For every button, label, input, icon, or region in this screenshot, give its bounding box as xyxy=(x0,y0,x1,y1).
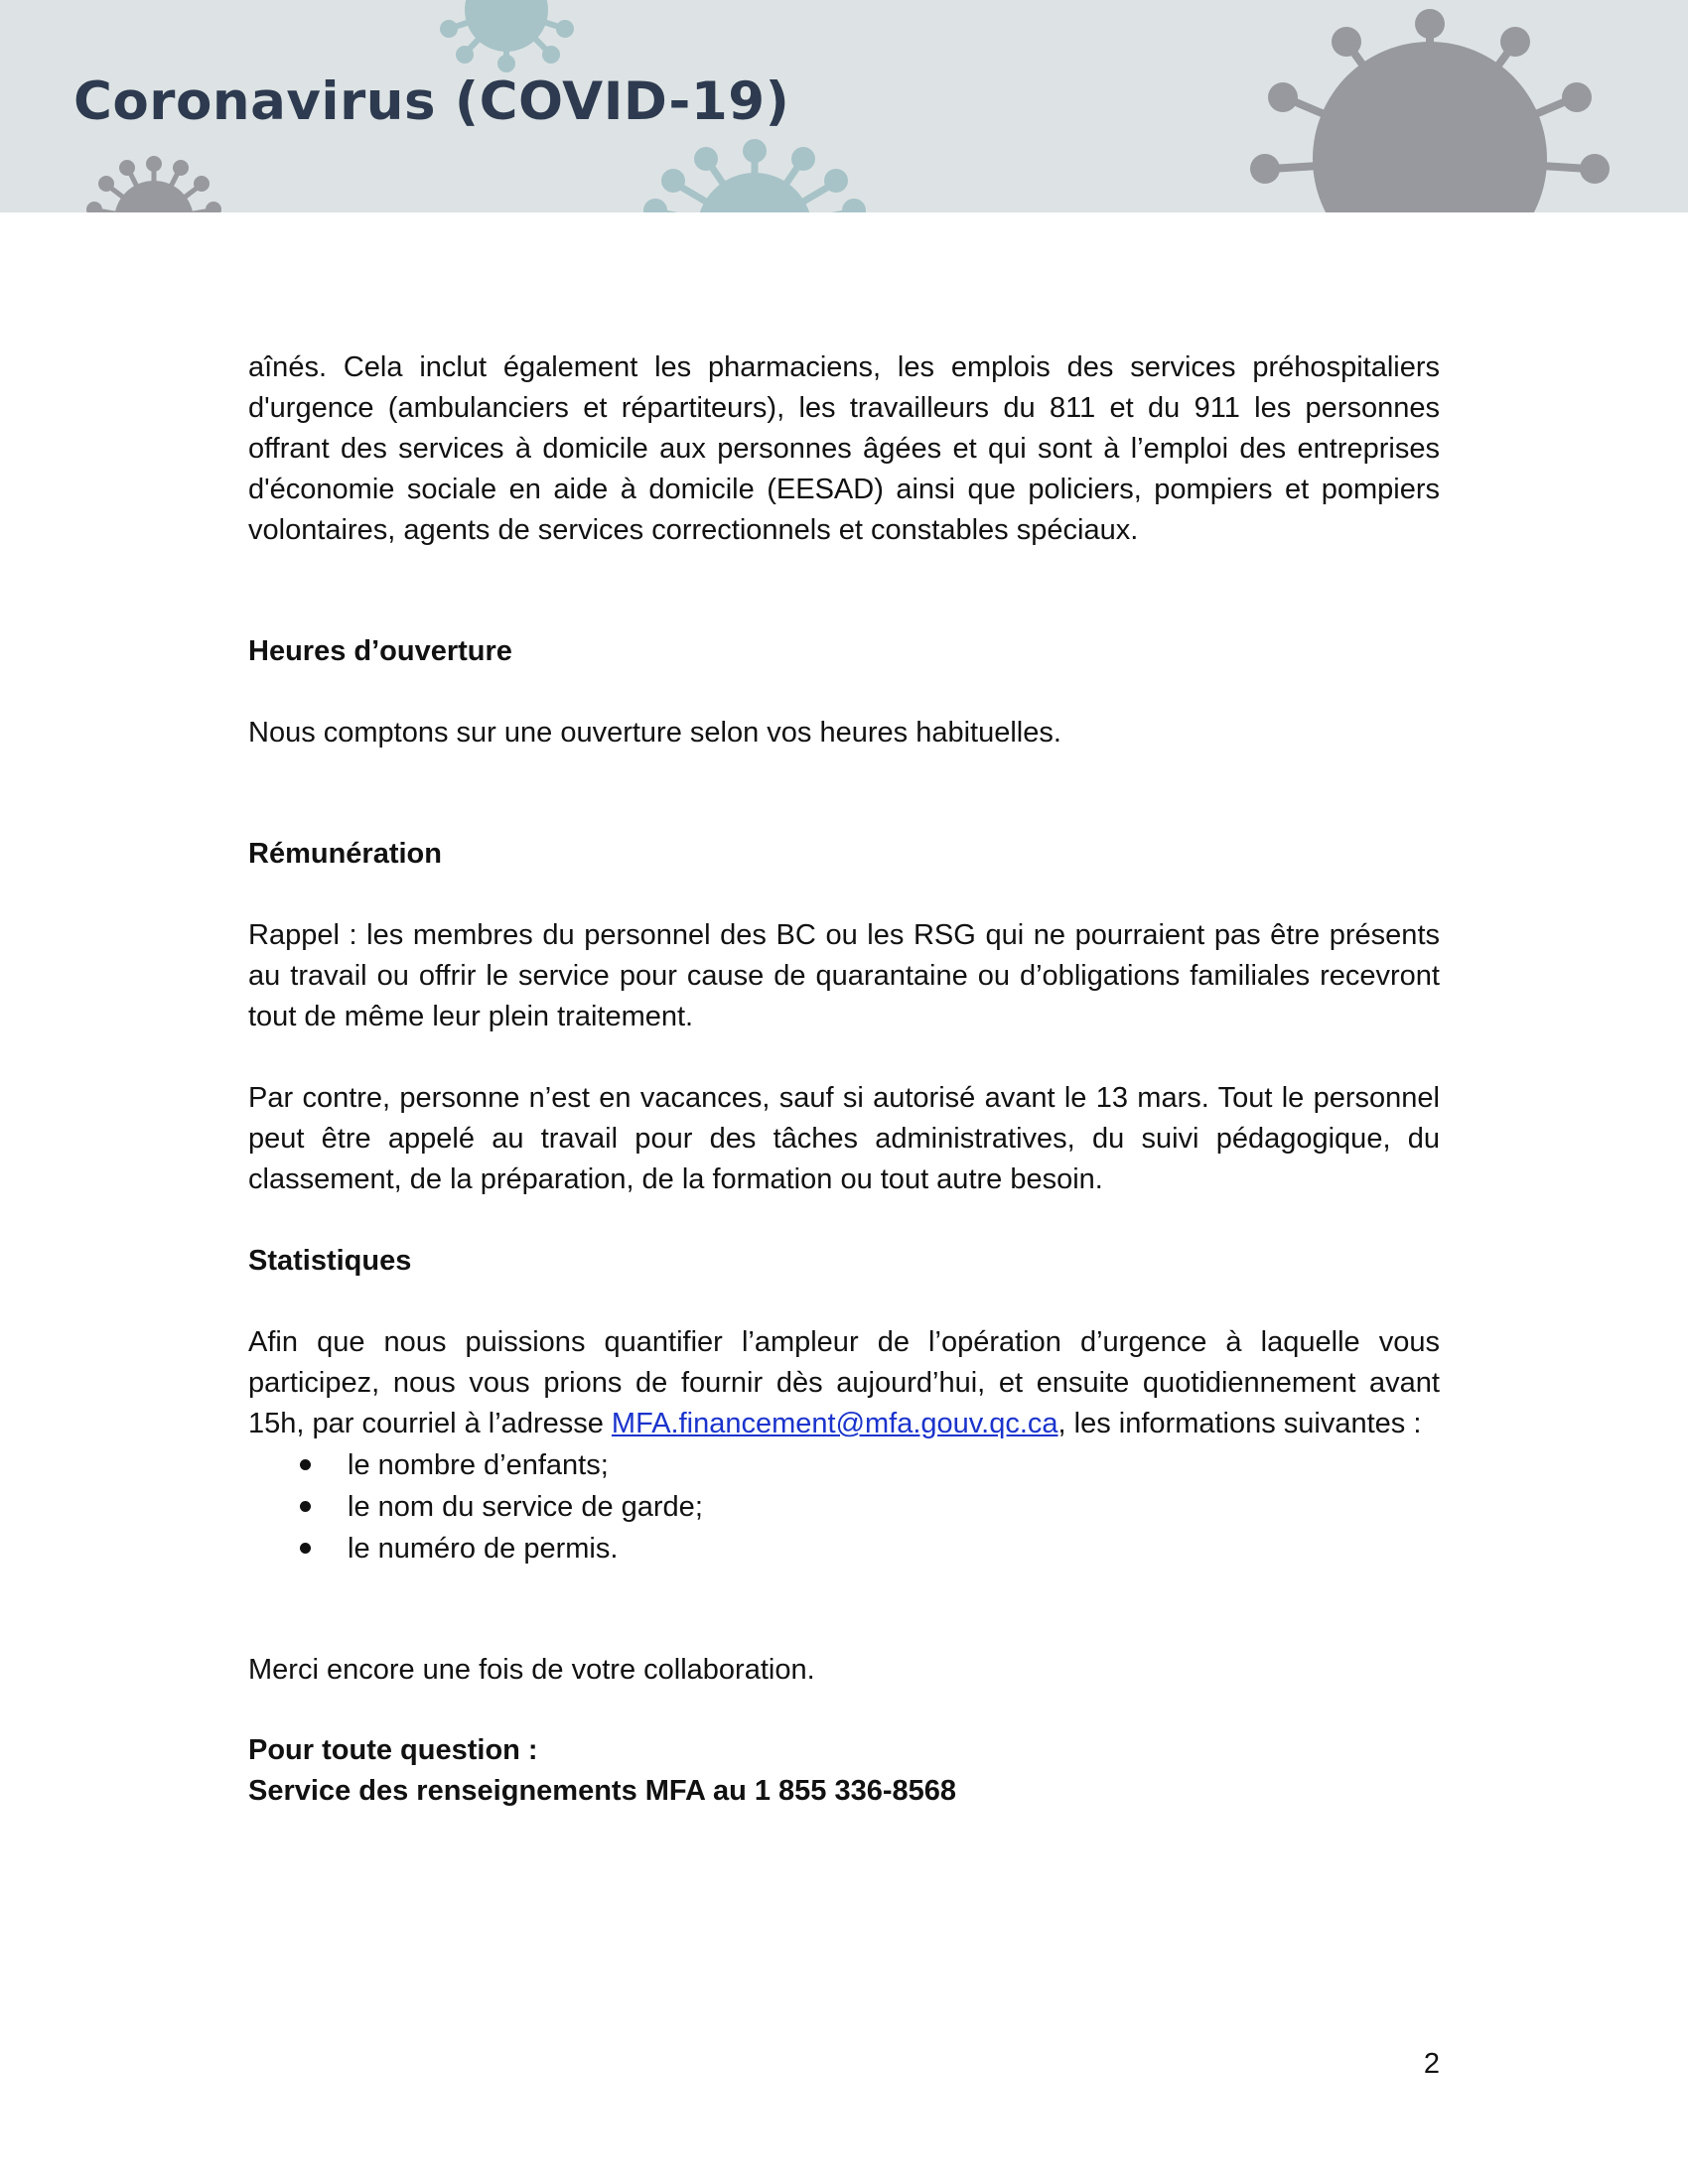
bullet-icon xyxy=(300,1501,311,1512)
stats-text-before: Afin que nous puissions quantifier l’ampleur de l’opération d’urgence à laquelle vous participez, nous vous prions de fournir dès aujourd’hui, et ensuite quotidiennement avant 15h, par courriel à l’adresse xyxy=(248,1326,1440,1439)
list-item-text: le numéro de permis. xyxy=(348,1533,619,1565)
list-item-text: le nombre d’enfants; xyxy=(348,1449,609,1481)
intro-paragraph: aînés. Cela inclut également les pharmaciens, les emplois des services préhospitaliers d'urgence (ambulanciers et répartiteurs), les travailleurs du 811 et du 911 les personnes offrant des services à domicile aux personnes âgées et qui sont à l’emploi des entreprises d'économie sociale en aide à domicile (EESAD) ainsi que policiers, pompiers et pompiers volontaires, agents de services correctionnels et constables spéciaux. xyxy=(248,351,1440,546)
document-title: Coronavirus (COVID-19) xyxy=(73,71,790,132)
stats-list xyxy=(248,1444,1440,1570)
bullet-icon xyxy=(300,1459,311,1470)
hours-paragraph: Nous comptons sur une ouverture selon vos heures habituelles. xyxy=(248,717,1061,749)
page-number: 2 xyxy=(1423,2048,1440,2080)
list-item xyxy=(248,1528,1440,1570)
header-banner xyxy=(0,0,1688,212)
pay-paragraph-2: Par contre, personne n’est en vacances, sauf si autorisé avant le 13 mars. Tout le personnel peut être appelé au travail pour des tâches administratives, du suivi pédagogique, du classement, de la préparation, de la formation ou tout autre besoin. xyxy=(248,1082,1440,1195)
pay-heading: Rémunération xyxy=(248,838,442,870)
contact-line: Service des renseignements MFA au 1 855 336-8568 xyxy=(248,1775,957,1807)
stats-text-after: , les informations suivantes : xyxy=(1057,1408,1422,1439)
pay-paragraph-1: Rappel : les membres du personnel des BC ou les RSG qui ne pourraient pas être présents au travail ou offrir le service pour cause de quarantaine ou d’obligations familiales recevront tout de même leur plein traitement. xyxy=(248,919,1440,1032)
list-item xyxy=(248,1486,1440,1528)
list-item-text: le nom du service de garde; xyxy=(348,1491,703,1523)
hours-heading: Heures d’ouverture xyxy=(248,635,512,667)
document-body xyxy=(248,347,1440,1812)
bullet-icon xyxy=(300,1543,311,1554)
stats-paragraph xyxy=(248,1322,1440,1444)
email-link[interactable]: MFA.financement@mfa.gouv.qc.ca xyxy=(611,1408,1058,1439)
question-heading: Pour toute question : xyxy=(248,1734,538,1766)
stats-heading: Statistiques xyxy=(248,1245,412,1277)
list-item xyxy=(248,1444,1440,1486)
thanks-paragraph: Merci encore une fois de votre collaboration. xyxy=(248,1654,815,1686)
